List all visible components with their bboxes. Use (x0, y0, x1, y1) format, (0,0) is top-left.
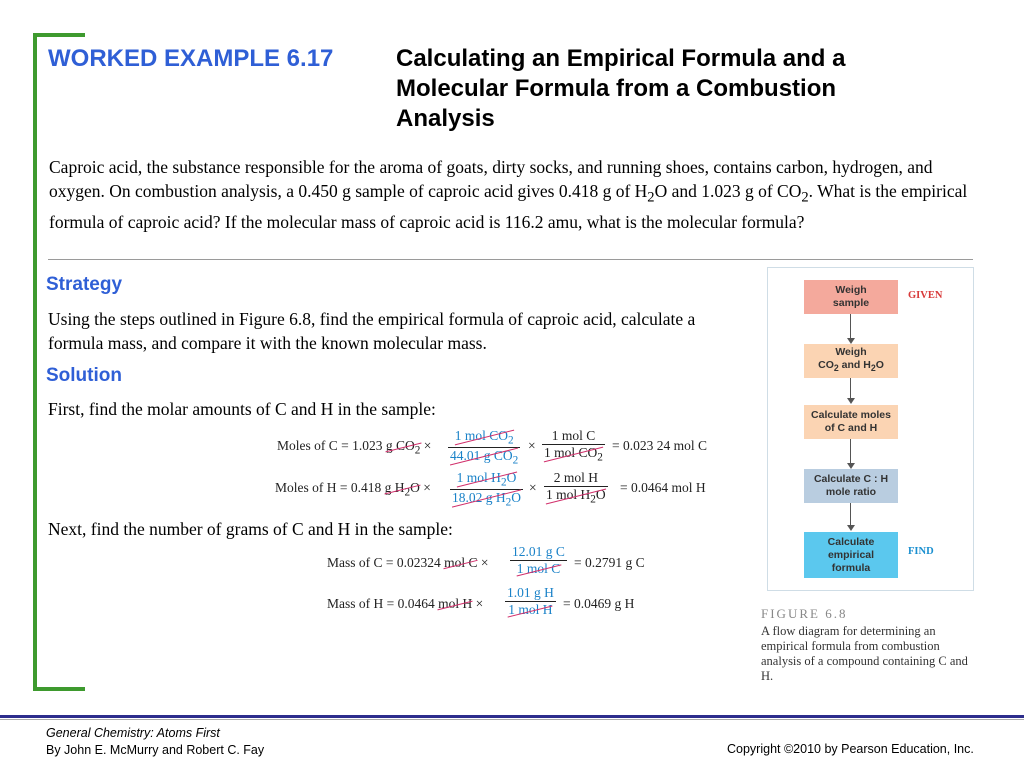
example-title-text (396, 44, 956, 134)
moles-c-f2-num: 1 mol C (551, 428, 596, 443)
box-empirical-line-3: formula (831, 561, 871, 574)
solution-intro-2: Next, find the number of grams of C and H in the sample: (48, 519, 453, 539)
box-weigh-sample-line-2: sample (832, 297, 870, 309)
moles-c-f1-den-text: 44.01 g CO (450, 447, 513, 463)
problem-text-1: Caproic acid, the substance responsible for the aroma of goats, dirty socks, and running shoes, contains carbon, hydrogen, and oxygen. On combustion analysis, a 0.450 g sample of caproic acid gives 0.418 g of H (49, 157, 933, 201)
problem-text-2: O and 1.023 g of CO (654, 181, 802, 201)
mass-c-f-num: 12.01 g C (512, 544, 565, 559)
box-calc-moles-line-2: of C and H (824, 422, 878, 434)
arrow-4 (850, 503, 851, 525)
times-sign: × (528, 438, 536, 453)
problem-statement (49, 155, 979, 234)
box-calc-moles-line-1: Calculate moles (811, 409, 891, 421)
title-line-1: Calculating an Empirical Formula and a (396, 45, 846, 72)
arrow-1 (850, 314, 851, 338)
box-mole-ratio (804, 469, 898, 503)
strategy-heading: Strategy (46, 274, 123, 295)
moles-h-cancel-o: O (410, 480, 420, 495)
mass-h-f-num: 1.01 g H (507, 585, 554, 600)
solution-heading: Solution (46, 365, 122, 386)
mass-h-result: = 0.0469 g H (563, 596, 635, 611)
times-sign: × (480, 555, 489, 570)
problem-text-3: . What is the empirical formula of caproic acid? If the molecular mass of caproic acid is 116.2 amu, what is the molecular formula? (49, 181, 968, 232)
find-tag: FIND (908, 546, 934, 557)
problem-sub-1: 2 (647, 189, 655, 206)
problem-sub-2: 2 (801, 189, 809, 206)
moles-c-f1-den (450, 447, 519, 467)
title-line-3: Analysis (396, 105, 495, 132)
mass-c-fraction (510, 544, 567, 577)
moles-h-f1-num-sub: 2 (500, 476, 507, 489)
mass-h-fraction (505, 585, 556, 618)
footer-authors: By John E. McMurry and Robert C. Fay (46, 743, 265, 757)
mass-c-f-den: 1 mol C (516, 561, 561, 576)
mass-h-lhs: Mass of H = 0.0464 (327, 596, 435, 611)
moles-h-cancel (384, 480, 420, 499)
box-h2-sub: 2 (870, 363, 876, 374)
green-bracket-top (33, 33, 85, 37)
solution-intro-1: First, find the molar amounts of C and H in the sample: (48, 399, 436, 419)
moles-h-f2-den-sub: 2 (590, 493, 596, 506)
moles-c-f1-num-sub: 2 (507, 434, 514, 447)
box-weigh-co2-h2o (804, 344, 898, 378)
mass-c-lhs: Mass of C = 0.023 (327, 555, 428, 570)
mass-h-f-den: 1 mol H (508, 602, 553, 617)
footer-rule-thin (0, 719, 1024, 720)
moles-c-result: = 0.023 24 mol C (612, 438, 707, 453)
moles-h-cancel-text: g H (384, 480, 405, 495)
arrow-3 (850, 439, 851, 463)
moles-h-f1-num: 1 mol H (456, 470, 501, 485)
equation-mass-h (327, 596, 483, 612)
equation-moles-h (275, 480, 431, 499)
moles-c-f1-den-sub: 2 (512, 454, 519, 467)
moles-c-f2-den: 1 mol CO (544, 445, 598, 460)
moles-c-fraction-2 (542, 428, 605, 464)
moles-h-f2-den: 1 mol H (546, 487, 591, 502)
times-sign: × (423, 438, 432, 453)
moles-c-cancel-text: g CO (385, 438, 415, 453)
box-o: O (875, 359, 884, 372)
moles-h-f2-num: 2 mol H (553, 470, 598, 485)
moles-c-cancel (385, 438, 421, 457)
box-co2: CO (818, 359, 834, 372)
mass-c-cancel: mol C (444, 555, 478, 570)
moles-c-f2-den-sub: 2 (597, 451, 603, 464)
moles-h-result: = 0.0464 mol H (620, 480, 706, 495)
times-sign: × (475, 596, 484, 611)
times-sign: × (423, 480, 431, 495)
box-weigh-sample-line-1: Weigh (835, 284, 867, 296)
arrow-2 (850, 378, 851, 398)
given-tag: GIVEN (908, 290, 943, 301)
moles-h-f2-den-o: O (595, 487, 606, 502)
arrow-4-head (847, 525, 855, 531)
strategy-text: Using the steps outlined in Figure 6.8, find the empirical formula of caproic acid, calculate a formula mass, and compare it with the known molecular mass. (48, 309, 696, 353)
mass-c-result: = 0.2791 g C (574, 555, 645, 570)
green-bracket-vertical (33, 33, 37, 690)
section-divider (48, 259, 973, 260)
footer-rule (0, 715, 1024, 718)
moles-h-fraction-1 (450, 470, 523, 508)
box-empirical-line-2: empirical (827, 548, 875, 561)
box-weigh-sample (804, 280, 898, 314)
box-co2-sub: 2 (833, 363, 839, 374)
box-calculate-moles (804, 405, 898, 439)
moles-h-f1-den-o: O (511, 489, 521, 505)
flow-diagram-panel (767, 267, 974, 591)
moles-c-fraction-1 (448, 428, 520, 466)
green-bracket-bottom (33, 687, 85, 691)
moles-h-f1-den: 18.02 g H (452, 489, 506, 505)
figure-caption: A flow diagram for determining an empirical formula from combustion analysis of a compound containing C and H. (761, 624, 968, 683)
moles-h-f1-num-o: O (506, 470, 517, 485)
moles-c-cancel-sub: 2 (414, 444, 421, 457)
title-line-2: Molecular Formula from a Combustion (396, 75, 837, 102)
example-number: WORKED EXAMPLE 6.17 (48, 45, 334, 72)
figure-label: FIGURE 6.8 (761, 606, 848, 621)
moles-h-lhs: Moles of H = 0.418 (275, 480, 382, 495)
footer-book-title: General Chemistry: Atoms First (46, 726, 220, 740)
example-title (48, 44, 846, 132)
moles-c-lhs: Moles of C = 1.023 (277, 438, 383, 453)
mass-c-lhs-2: 24 (427, 555, 441, 570)
footer-copyright: Copyright ©2010 by Pearson Education, Inc. (727, 742, 974, 756)
moles-c-f1-num: 1 mol CO (454, 428, 508, 443)
mass-h-cancel: mol H (438, 596, 473, 611)
equation-mass-c (327, 555, 489, 571)
times-sign: × (529, 480, 537, 495)
moles-h-f1-den-sub: 2 (505, 496, 512, 509)
box-empirical-line-1: Calculate (827, 535, 875, 548)
box-and-h: and H (838, 359, 871, 372)
box-ratio-line-1: Calculate C : H (813, 473, 889, 485)
arrow-2-head (847, 398, 855, 404)
moles-h-fraction-2 (544, 470, 608, 506)
box-ratio-line-2: mole ratio (825, 486, 877, 498)
box-weigh-products-line-1: Weigh (835, 346, 867, 359)
moles-h-cancel-sub: 2 (404, 486, 411, 499)
box-empirical-formula (804, 532, 898, 578)
